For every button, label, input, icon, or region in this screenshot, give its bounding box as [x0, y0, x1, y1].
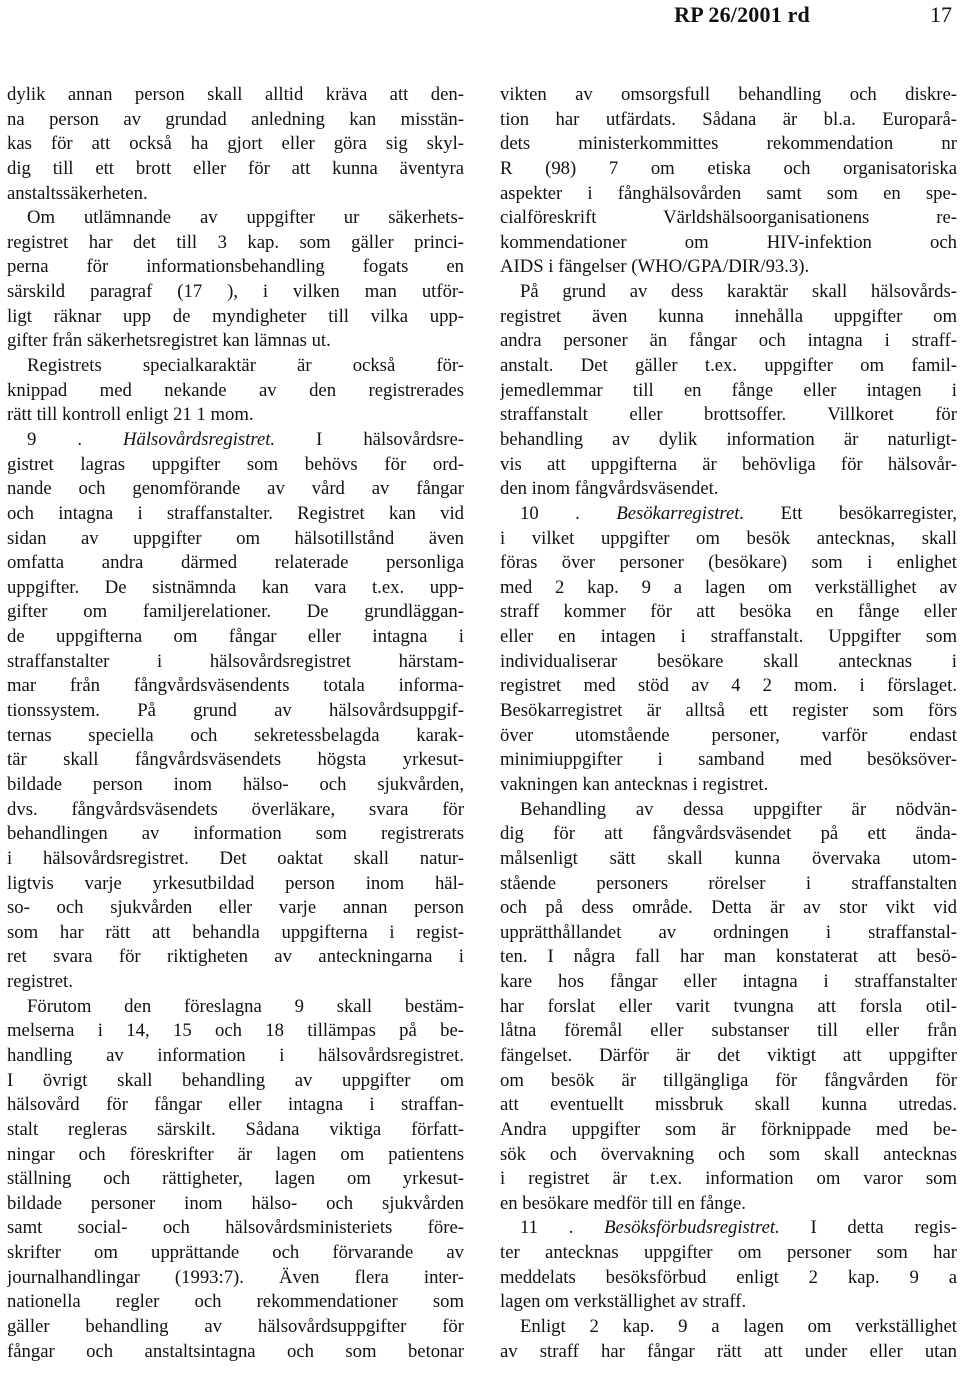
text-line: de uppgifterna om fångar eller intagna i: [7, 626, 464, 648]
text-line: dig för att fångvårdsväsendet på ett ända-: [500, 823, 957, 845]
text-line: ligtvis varje yrkesutbildad person inom häl-: [7, 872, 464, 894]
text-line: I övrigt skall behandling av uppgifter om: [7, 1069, 464, 1091]
text-line: registret även kunna innehålla uppgifter om: [500, 305, 957, 327]
text-line: den inom fångvårdsväsendet.: [500, 478, 719, 500]
text-line: meddelats besöksförbud enligt 2 kap. 9 a: [500, 1266, 957, 1288]
text-line: behandling av dylik information är naturligt-: [500, 428, 957, 450]
left-text-column: [7, 83, 464, 1364]
text-line: Förutom den föreslagna 9 skall bestäm-: [27, 995, 464, 1017]
text-line: målsenligt sätt skall kunna övervaka utom-: [500, 847, 957, 869]
text-line: upprätthållandet av ordningen i straffanstal-: [500, 921, 957, 943]
text-line: aspekter i fånghälsovården samt som en spe-: [500, 182, 957, 204]
line-text: I detta regis-: [779, 1217, 957, 1239]
text-line: minimiuppgifter i samband med besöksöver-: [500, 749, 957, 771]
text-line: och på dess område. Detta är av stor vikt vid: [500, 897, 957, 919]
text-line: över utomstående personer, varför endast: [500, 724, 957, 746]
section-number: 9 .: [27, 428, 124, 450]
text-line: fängelset. Därför är det viktigt att uppgifter: [500, 1044, 957, 1066]
text-line: registret.: [7, 971, 73, 993]
text-line: om besök är tillgängliga för fångvården för: [500, 1069, 957, 1091]
document-id: RP 26/2001 rd: [674, 2, 810, 27]
text-line: kommendationer om HIV-infektion och: [500, 231, 957, 253]
text-line: På grund av dess karaktär skall hälsovårds-: [520, 281, 957, 303]
text-line: AIDS i fängelser (WHO/GPA/DIR/93.3).: [500, 256, 810, 278]
text-line: tär skall fångvårdsväsendets högsta yrkesut-: [7, 749, 464, 771]
text-line: ternas speciella och sekretessbelagda karak-: [7, 724, 464, 746]
text-line: omfatta andra därmed relaterade personliga: [7, 552, 464, 574]
text-line: skrifter om upprättande och förvarande av: [7, 1242, 464, 1264]
text-line: cialföreskrift Världshälsoorganisationens re-: [500, 207, 957, 229]
text-line: ten. I några fall har man konstaterat att besö-: [500, 946, 957, 968]
section-heading: Hälsovårdsregistret.: [123, 428, 276, 450]
text-line: av straff har fångar rätt att under eller utan: [500, 1340, 957, 1362]
text-line: melserna i 14, 15 och 18 tillämpas på be-: [7, 1020, 464, 1042]
text-line: journalhandlingar (1993:7). Även flera inter-: [7, 1266, 464, 1288]
text-line: samt social- och hälsovårdsministeriets före-: [7, 1217, 464, 1239]
text-line: tion har utfärdats. Sådana är bl.a. Europarå-: [500, 108, 957, 130]
text-line: so- och sjukvården eller varje annan person: [7, 897, 464, 919]
text-line: vikten av omsorgsfull behandling och diskre-: [500, 84, 957, 105]
text-line: dets ministerkommittes rekommendation nr: [500, 133, 957, 155]
text-line: uppgifter. De sistnämnda kan vara t.ex. upp-: [7, 576, 464, 598]
text-line: Registrets specialkaraktär är också för-: [27, 355, 464, 377]
text-line: Andra uppgifter som är förknippade med be-: [500, 1118, 957, 1140]
page-number: 17: [930, 2, 952, 27]
text-line: sidan av uppgifter om hälsotillstånd även: [7, 527, 464, 549]
text-line: bildade personer inom hälso- och sjukvården: [7, 1192, 464, 1214]
text-line: straffanstalter i hälsovårdsregistret härstam-: [7, 650, 464, 672]
text-line: att eventuellt missbruk skall kunna utredas.: [500, 1094, 957, 1116]
text-line: ligt räknar upp de myndigheter till vilka upp-: [7, 305, 464, 327]
text-line: gistret lagras uppgifter som behövs för ord-: [7, 453, 464, 475]
text-line: lagen om verkställighet av straff.: [500, 1291, 747, 1313]
text-line: Behandling av dessa uppgifter är nödvän-: [520, 798, 957, 820]
text-line: tionssystem. På grund av hälsovårdsuppgif-: [7, 700, 464, 722]
text-line: registret med stöd av 4 2 mom. i förslaget.: [500, 675, 957, 697]
text-line: och intagna i straffanstalter. Registret kan vid: [7, 502, 464, 524]
text-line: vakningen kan antecknas i registret.: [500, 773, 769, 795]
text-line: [500, 502, 957, 527]
text-line: ter antecknas uppgifter om personer som har: [500, 1242, 957, 1264]
text-line: låtna föremål eller substanser till eller från: [500, 1020, 957, 1042]
text-line: kare hos fångar eller intagna i straffanstalter: [500, 971, 957, 993]
text-line: Enligt 2 kap. 9 a lagen om verkställighet: [520, 1316, 957, 1338]
text-line: individualiserar besökare skall antecknas i: [500, 650, 957, 672]
text-line: andra personer än fångar och intagna i straff-: [500, 330, 957, 352]
text-line: ningar och föreskrifter är lagen om patientens: [7, 1143, 464, 1165]
text-line: eller en intagen i straffanstalt. Uppgifter som: [500, 626, 957, 648]
text-line: som har rätt att behandla uppgifterna i regist-: [7, 921, 464, 943]
text-line: jemedlemmar till en fånge eller intagen i: [500, 379, 957, 401]
text-line: anstalt. Det gäller t.ex. uppgifter om famil-: [500, 355, 957, 377]
text-line: ställning och rättigheter, lagen om yrkesut-: [7, 1168, 464, 1190]
text-line: ret svara för riktigheten av anteckningarna i: [7, 946, 464, 968]
text-line: nande och genomförande av vård av fångar: [7, 478, 464, 500]
line-text: I hälsovårdsre-: [275, 428, 464, 450]
line-text: Ett besökarregister,: [744, 502, 957, 524]
text-line: handling av information i hälsovårdsregistret.: [7, 1044, 464, 1066]
text-line: i registret är t.ex. information om varor som: [500, 1168, 957, 1190]
text-line: behandlingen av information som registrerats: [7, 823, 464, 845]
text-line: dylik annan person skall alltid kräva att den-: [7, 84, 464, 105]
text-line: rätt till kontroll enligt 21 1 mom.: [7, 404, 254, 426]
section-heading: Besöksförbudsregistret.: [604, 1217, 780, 1239]
text-line: [7, 428, 464, 453]
text-line: mar från fångvårdsväsendents totala informa-: [7, 675, 464, 697]
text-line: [500, 1216, 957, 1241]
text-line: registret har det till 3 kap. som gäller princi-: [7, 231, 464, 253]
text-line: har forslat eller varit tvungna att forsla otil-: [500, 995, 957, 1017]
text-line: gifter från säkerhetsregistret kan lämnas ut.: [7, 330, 331, 352]
text-line: hälsovård för fångar eller intagna i straffan-: [7, 1094, 464, 1116]
text-line: straff kommer för att besöka en fånge eller: [500, 601, 957, 623]
text-line: straffanstalt eller brottsoffer. Villkoret för: [500, 404, 957, 426]
text-line: bildade person inom hälso- och sjukvården,: [7, 773, 464, 795]
section-number: 10 .: [520, 502, 617, 524]
text-line: fångar och anstaltsintagna och som betonar: [7, 1340, 464, 1362]
text-line: dig till ett brott eller för att kunna äventyra: [7, 157, 464, 179]
text-line: anstaltssäkerheten.: [7, 182, 148, 204]
text-line: i vilket uppgifter om besök antecknas, skall: [500, 527, 957, 549]
text-line: Om utlämnande av uppgifter ur säkerhets-: [27, 207, 464, 229]
text-line: en besökare medför till en fånge.: [500, 1192, 746, 1214]
text-line: dvs. fångvårdsväsendets överläkare, svara för: [7, 798, 464, 820]
text-line: i hälsovårdsregistret. Det oaktat skall natur-: [7, 847, 464, 869]
text-line: na person av grundad anledning kan misstän-: [7, 108, 464, 130]
text-line: perna för informationsbehandling fogats en: [7, 256, 464, 278]
text-line: sök och övervakning och som skall antecknas: [500, 1143, 957, 1165]
text-line: stående personers rörelser i straffanstalten: [500, 872, 957, 894]
text-line: R (98) 7 om etiska och organisatoriska: [500, 157, 957, 179]
text-line: knippad med nekande av den registrerades: [7, 379, 464, 401]
text-line: särskild paragraf (17 ), i vilken man utför-: [7, 281, 464, 303]
text-line: gifter om familjerelationer. De grundläggan-: [7, 601, 464, 623]
text-line: stalt regleras särskilt. Sådana viktiga författ-: [7, 1118, 464, 1140]
text-line: föras över personer (besökare) som i enlighet: [500, 552, 957, 574]
right-text-column: [500, 83, 957, 1364]
section-number: 11 .: [520, 1217, 605, 1239]
text-line: kas för att också ha gjort eller göra sig skyl-: [7, 133, 464, 155]
text-line: Besökarregistret är alltså ett register som förs: [500, 700, 957, 722]
text-line: vis att uppgifterna är behövliga för hälsovår-: [500, 453, 957, 475]
section-heading: Besökarregistret.: [616, 502, 745, 524]
text-line: gäller behandling av hälsovårdsuppgifter för: [7, 1316, 464, 1338]
page-header: [0, 0, 960, 34]
text-line: med 2 kap. 9 a lagen om verkställighet av: [500, 576, 957, 598]
text-line: nationella regler och rekommendationer som: [7, 1291, 464, 1313]
